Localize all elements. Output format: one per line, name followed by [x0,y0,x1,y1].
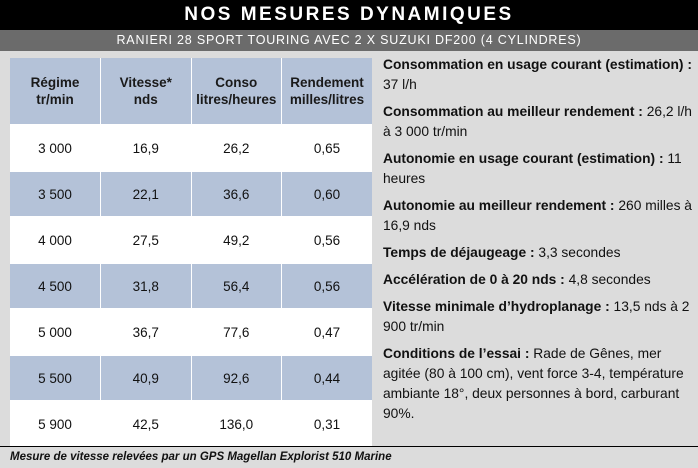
table-row [10,125,372,171]
cell-vitesse: 31,8 [101,263,192,309]
stat-value: 37 l/h [383,77,417,92]
cell-vitesse: 27,5 [101,217,192,263]
cell-regime: 4 000 [10,217,101,263]
cell-rendement: 0,47 [282,309,373,355]
cell-vitesse: 22,1 [101,171,192,217]
cell-rendement: 0,56 [282,263,373,309]
stat-value: Rade de Gênes, mer agitée (80 à 100 cm), vent force 3-4, température ambiante 18°, deux personnes à bord, carburant 90%. [383,346,684,421]
stat-value: 3,3 secondes [534,245,621,260]
table-row [10,171,372,217]
measurements-table-wrap [10,58,372,440]
panel-subtitle: RANIERI 28 SPORT TOURING AVEC 2 X SUZUKI DF200 (4 CYLINDRES) [0,30,698,51]
cell-regime: 3 500 [10,171,101,217]
column-header-unit: nds [133,92,158,107]
stat-autonomie-rendement [383,196,695,236]
cell-conso: 77,6 [191,309,282,355]
stat-value: 260 milles à 16,9 nds [383,198,692,233]
column-header-line: Vitesse* [119,75,172,90]
cell-vitesse: 36,7 [101,309,192,355]
cell-conso: 92,6 [191,355,282,401]
column-header-unit: tr/min [36,92,74,107]
table-header-row [10,58,372,125]
column-header-line: Conso [215,75,258,90]
stat-label: Vitesse minimale d’hydroplanage : [383,299,610,314]
stats-list [383,55,695,431]
cell-regime: 5 000 [10,309,101,355]
stat-label: Conditions de l’essai : [383,346,530,361]
column-header-regime [10,58,101,125]
cell-regime: 3 000 [10,125,101,171]
stat-value: 11 heures [383,151,682,186]
stat-label: Autonomie en usage courant (estimation) : [383,151,664,166]
cell-regime: 5 500 [10,355,101,401]
column-header-unit: milles/litres [289,92,365,107]
stat-label: Autonomie au meilleur rendement : [383,198,615,213]
stat-hydroplanage [383,297,695,337]
stat-autonomie-usage [383,149,695,189]
stat-acceleration [383,270,695,290]
cell-conso: 36,6 [191,171,282,217]
cell-conso: 136,0 [191,401,282,446]
cell-vitesse: 40,9 [101,355,192,401]
stat-value: 4,8 secondes [564,272,651,287]
stat-value: 13,5 nds à 2 900 tr/min [383,299,690,334]
stat-label: Consommation au meilleur rendement : [383,104,643,119]
footnote: Mesure de vitesse relevées par un GPS Magellan Explorist 510 Marine [0,446,698,468]
stat-conso-rendement [383,102,695,142]
cell-regime: 5 900 [10,401,101,446]
measurements-table [10,58,372,446]
stat-label: Temps de déjaugeage : [383,245,535,260]
table-row [10,217,372,263]
cell-rendement: 0,65 [282,125,373,171]
stat-label: Consommation en usage courant (estimation) : [383,57,692,72]
table-row [10,401,372,446]
stat-deja-ugeage [383,243,695,263]
cell-vitesse: 16,9 [101,125,192,171]
stat-conso-usage [383,55,695,95]
cell-conso: 56,4 [191,263,282,309]
stat-value: 26,2 l/h à 3 000 tr/min [383,104,692,139]
stat-conditions [383,344,695,424]
cell-rendement: 0,56 [282,217,373,263]
stat-label: Accélération de 0 à 20 nds : [383,272,565,287]
cell-rendement: 0,31 [282,401,373,446]
table-row [10,309,372,355]
column-header-vitesse [101,58,192,125]
cell-vitesse: 42,5 [101,401,192,446]
panel-title: NOS MESURES DYNAMIQUES [0,0,698,30]
column-header-rendement [282,58,373,125]
column-header-line: Régime [30,75,80,90]
column-header-unit: litres/heures [196,92,277,107]
cell-conso: 49,2 [191,217,282,263]
table-row [10,263,372,309]
cell-regime: 4 500 [10,263,101,309]
column-header-line: Rendement [290,75,364,90]
table-row [10,355,372,401]
cell-rendement: 0,60 [282,171,373,217]
cell-rendement: 0,44 [282,355,373,401]
column-header-conso [191,58,282,125]
cell-conso: 26,2 [191,125,282,171]
